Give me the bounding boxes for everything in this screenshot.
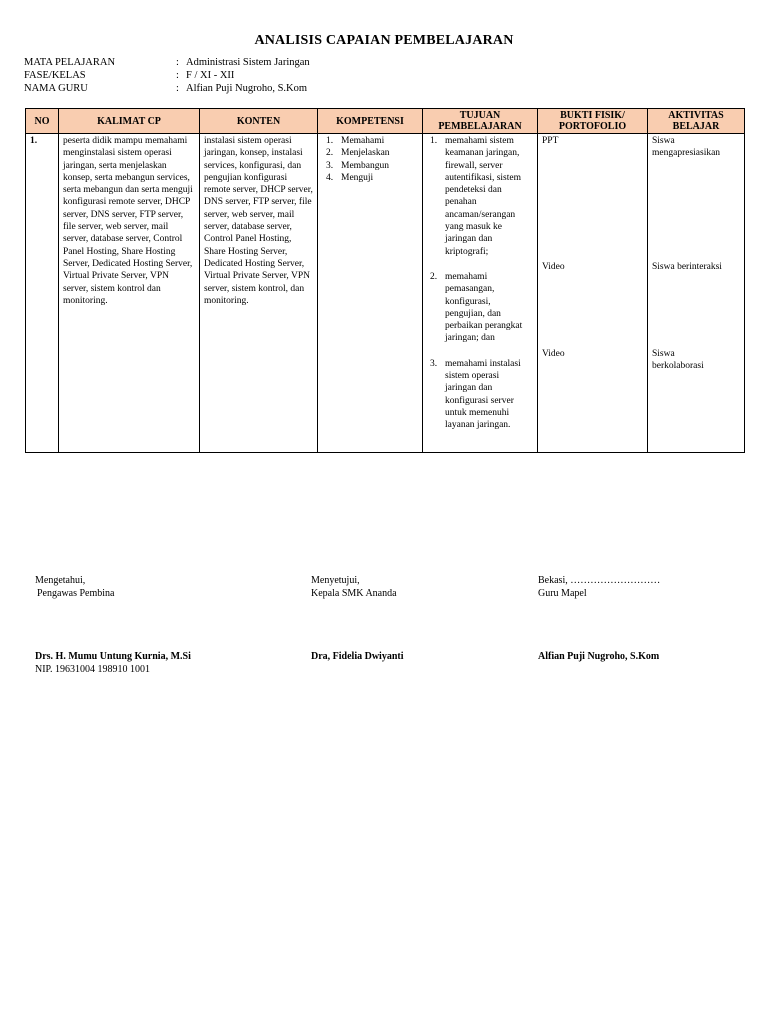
table-row bbox=[26, 134, 745, 453]
header-kompetensi: KOMPETENSI bbox=[318, 109, 423, 134]
list-item: 3. Membangun bbox=[326, 160, 390, 171]
header-aktivitas-belajar: AKTIVITAS BELAJAR bbox=[648, 109, 745, 134]
cell-no: 1. bbox=[26, 134, 59, 453]
list-item: 2. memahami pemasangan, konfigurasi, pengujian, dan perbaikan perangkat jaringan; dan bbox=[430, 271, 523, 344]
cp-analysis-table bbox=[25, 108, 745, 453]
cell-kompetensi bbox=[318, 134, 423, 453]
meta-value: Administrasi Sistem Jaringan bbox=[186, 57, 310, 68]
signature-name: Drs. H. Mumu Untung Kurnia, M.Si bbox=[35, 651, 191, 662]
signature-left-name-block bbox=[35, 651, 191, 676]
cell-tujuan-pembelajaran bbox=[423, 134, 538, 453]
header-konten: KONTEN bbox=[200, 109, 318, 134]
bukti-item: Video bbox=[542, 349, 565, 359]
tujuan-list bbox=[430, 135, 531, 432]
document-meta bbox=[24, 56, 310, 95]
kompetensi-list bbox=[326, 135, 418, 184]
aktivitas-item: Siswa berkolaborasi bbox=[652, 349, 704, 372]
signature-left-header bbox=[35, 575, 115, 600]
meta-value: F / XI - XII bbox=[186, 70, 235, 81]
cell-kalimat-cp: peserta didik mampu memahami menginstalasi sistem operasi jaringan, serta menjelaskan konsep, serta mebangun services, serta mebangun dan serta menguji konfigurasi remote server, DHCP server, DNS server, FTP server, file server, web server, mail server, database server, Control Panel Hosting, Share Hosting Server, Dedicated Hosting Server, Virtual Private Server, VPN server, sistem kontrol dan monitoring. bbox=[59, 134, 200, 453]
header-tujuan-pembelajaran: TUJUAN PEMBELAJARAN bbox=[423, 109, 538, 134]
meta-separator: : bbox=[176, 83, 179, 94]
table-header-row bbox=[26, 109, 745, 134]
meta-label: FASE/KELAS bbox=[24, 70, 86, 81]
aktivitas-item: Siswa mengapresiasikan bbox=[652, 136, 721, 159]
signature-middle-name-block bbox=[311, 651, 404, 664]
header-kalimat-cp: KALIMAT CP bbox=[59, 109, 200, 134]
aktivitas-item: Siswa berinteraksi bbox=[652, 262, 722, 272]
meta-label: MATA PELAJARAN bbox=[24, 57, 116, 68]
header-bukti-fisik: BUKTI FISIK/ PORTOFOLIO bbox=[538, 109, 648, 134]
meta-row-subject bbox=[24, 56, 310, 69]
bukti-item: Video bbox=[542, 262, 565, 272]
signature-middle-header bbox=[311, 575, 397, 600]
signature-name: Alfian Puji Nugroho, S.Kom bbox=[538, 651, 660, 662]
signature-nip: NIP. 19631004 198910 1001 bbox=[35, 663, 151, 675]
cell-aktivitas-belajar bbox=[648, 134, 745, 453]
list-item: 4. Menguji bbox=[326, 172, 374, 183]
signature-role-line: Mengetahui, bbox=[35, 575, 86, 586]
signature-role-line: Menyetujui, bbox=[311, 575, 360, 586]
cell-bukti-fisik bbox=[538, 134, 648, 453]
signature-role-line: Guru Mapel bbox=[538, 587, 587, 599]
meta-value: Alfian Puji Nugroho, S.Kom bbox=[186, 83, 308, 94]
list-item: 1. memahami sistem keamanan jaringan, firewall, server autentifikasi, sistem pendeteksi dan penahan ancaman/serangan yang masuk ke jaringan dan kriptografi; bbox=[430, 136, 521, 257]
meta-row-teacher bbox=[24, 82, 310, 95]
meta-separator: : bbox=[176, 57, 179, 68]
signature-role-line: Pengawas Pembina bbox=[37, 587, 115, 599]
signature-name: Dra, Fidelia Dwiyanti bbox=[311, 651, 404, 662]
meta-row-phase bbox=[24, 69, 310, 82]
header-no: NO bbox=[26, 109, 59, 134]
meta-label: NAMA GURU bbox=[24, 83, 88, 94]
list-item: 2. Menjelaskan bbox=[326, 148, 390, 159]
list-item: 1. Memahami bbox=[326, 136, 385, 146]
signature-right-header bbox=[538, 575, 660, 600]
meta-separator: : bbox=[176, 70, 179, 81]
signature-role-line: Kepala SMK Ananda bbox=[311, 587, 397, 599]
list-item: 3. memahami instalasi sistem operasi jaringan dan konfigurasi server untuk memenuhi layanan jaringan. bbox=[430, 358, 521, 431]
document-title: ANALISIS CAPAIAN PEMBELAJARAN bbox=[254, 33, 514, 48]
bukti-item: PPT bbox=[542, 136, 559, 146]
signature-right-name-block bbox=[538, 651, 659, 664]
signature-place-date: Bekasi, ……………………… bbox=[538, 575, 661, 586]
cell-konten: instalasi sistem operasi jaringan, konsep, instalasi services, konfigurasi, dan pengujian konfigurasi remote server, DHCP server, DNS server, FTP server, file server, web server, mail server, database server, Control Panel Hosting, Share Hosting Server, Dedicated Hosting Server, Virtual Private Server, VPN server, sistem kontrol, dan monitoring. bbox=[200, 134, 318, 453]
